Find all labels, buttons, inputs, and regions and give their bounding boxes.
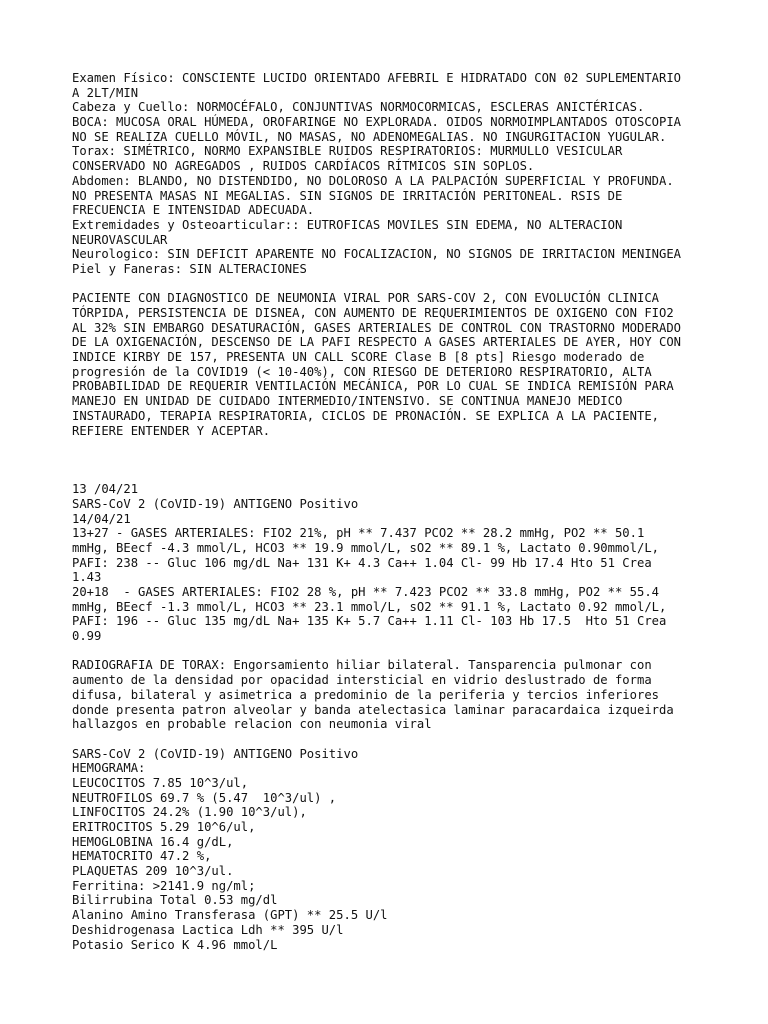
radiography-line: aumento de la densidad por opacidad intersticial en vidrio deslustrado de forma	[72, 673, 652, 688]
assessment-line: progresión de la COVID19 (< 10-40%), CON RIESGO DE DETERIORO RESPIRATORIO, ALTA	[72, 364, 652, 379]
assessment-line: REFIERE ENTENDER Y ACEPTAR.	[72, 423, 271, 438]
radiography-section	[72, 658, 732, 731]
lab-line: mmHg, BEecf -1.3 mmol/L, HCO3 ** 23.1 mmol/L, sO2 ** 91.1 %, Lactato 0.92 mmol/L,	[72, 599, 667, 614]
paragraph-spacer	[72, 732, 732, 747]
physical-exam-line: Torax: SIMÉTRICO, NORMO EXPANSIBLE RUIDOS RESPIRATORIOS: MURMULLO VESICULAR	[72, 144, 623, 159]
hemogram-line: LEUCOCITOS 7.85 10^3/ul,	[72, 775, 249, 790]
paragraph-spacer	[72, 277, 732, 292]
hemogram-line: ERITROCITOS 5.29 10^6/ul,	[72, 820, 256, 834]
assessment-line: AL 32% SIN EMBARGO DESATURACIÓN, GASES ARTERIALES DE CONTROL CON TRASTORNO MODERADO	[72, 320, 682, 335]
hemogram-line: HEMOGRAMA:	[72, 761, 146, 776]
hemogram-line: SARS-CoV 2 (CoVID-19) ANTIGENO Positivo	[72, 746, 359, 761]
lab-line: PAFI: 238 -- Gluc 106 mg/dL Na+ 131 K+ 4.3 Ca++ 1.04 Cl- 99 Hb 17.4 Hto 51 Crea	[72, 555, 652, 570]
physical-exam-line: NO PRESENTA MASAS NI MEGALIAS. SIN SIGNOS DE IRRITACIÓN PERITONEAL. RSIS DE	[72, 188, 623, 203]
assessment-line: PACIENTE CON DIAGNOSTICO DE NEUMONIA VIRAL POR SARS-COV 2, CON EVOLUCIÓN CLINICA	[72, 291, 659, 306]
radiography-line: RADIOGRAFIA DE TORAX: Engorsamiento hiliar bilateral. Tansparencia pulmonar con	[72, 658, 652, 673]
physical-exam-line: Piel y Faneras: SIN ALTERACIONES	[72, 261, 307, 276]
physical-exam-line: NEUROVASCULAR	[72, 232, 168, 247]
physical-exam-line: A 2LT/MIN	[72, 85, 139, 100]
assessment-line: INSTAURADO, TERAPIA RESPIRATORIA, CICLOS DE PRONACIÓN. SE EXPLICA A LA PACIENTE,	[72, 408, 659, 423]
clinical-note-page	[72, 71, 732, 952]
physical-exam-line: Examen Físico: CONSCIENTE LUCIDO ORIENTADO AFEBRIL E HIDRATADO CON 02 SUPLEMENTARIO	[72, 71, 682, 85]
physical-exam-section	[72, 71, 732, 277]
radiography-line: donde presenta patron alveolar y banda atelectasica laminar paracardaica izqueirda	[72, 702, 674, 717]
assessment-section	[72, 291, 732, 438]
lab-line: 13+27 - GASES ARTERIALES: FIO2 21%, pH ** 7.437 PCO2 ** 28.2 mmHg, PO2 ** 50.1	[72, 526, 645, 541]
paragraph-spacer	[72, 644, 732, 659]
hemogram-line: HEMOGLOBINA 16.4 g/dL,	[72, 834, 234, 849]
labs-section	[72, 482, 732, 644]
hemogram-line: Alanino Amino Transferasa (GPT) ** 25.5 U/l	[72, 908, 388, 923]
lab-line: PAFI: 196 -- Gluc 135 mg/dL Na+ 135 K+ 5.7 Ca++ 1.11 Cl- 103 Hb 17.5 Hto 51 Crea	[72, 614, 667, 629]
lab-line: 14/04/21	[72, 511, 131, 526]
hemogram-line: Bilirrubina Total 0.53 mg/dl	[72, 893, 278, 908]
assessment-line: INDICE KIRBY DE 157, PRESENTA UN CALL SCORE Clase B [8 pts] Riesgo moderado de	[72, 350, 645, 365]
physical-exam-line: Neurologico: SIN DEFICIT APARENTE NO FOCALIZACION, NO SIGNOS DE IRRITACION MENINGEA	[72, 247, 682, 262]
radiography-line: difusa, bilateral y asimetrica a predominio de la periferia y tercios inferiores	[72, 687, 659, 702]
hemogram-section	[72, 747, 732, 953]
physical-exam-line: Abdomen: BLANDO, NO DISTENDIDO, NO DOLOROSO A LA PALPACIÓN SUPERFICIAL Y PROFUNDA.	[72, 173, 674, 188]
hemogram-line: NEUTROFILOS 69.7 % (5.47 10^3/ul) ,	[72, 790, 337, 805]
radiography-line: hallazgos en probable relacion con neumonia viral	[72, 717, 432, 732]
hemogram-line: HEMATOCRITO 47.2 %,	[72, 849, 212, 864]
hemogram-line: Potasio Serico K 4.96 mmol/L	[72, 937, 278, 952]
lab-line: 13 /04/21	[72, 482, 139, 497]
physical-exam-line: NO SE REALIZA CUELLO MÓVIL, NO MASAS, NO ADENOMEGALIAS. NO INGURGITACION YUGULAR.	[72, 129, 667, 144]
hemogram-line: Ferritina: >2141.9 ng/ml;	[72, 878, 256, 893]
lab-line: 0.99	[72, 629, 102, 644]
physical-exam-line: FRECUENCIA E INTENSIDAD ADECUADA.	[72, 203, 315, 218]
physical-exam-line: Extremidades y Osteoarticular:: EUTROFICAS MOVILES SIN EDEMA, NO ALTERACION	[72, 217, 623, 232]
physical-exam-line: Cabeza y Cuello: NORMOCÉFALO, CONJUNTIVAS NORMOCORMICAS, ESCLERAS ANICTÉRICAS.	[72, 100, 645, 115]
paragraph-spacer	[72, 438, 732, 482]
hemogram-line: LINFOCITOS 24.2% (1.90 10^3/ul),	[72, 805, 307, 820]
hemogram-line: PLAQUETAS 209 10^3/ul.	[72, 864, 234, 879]
lab-line: 1.43	[72, 570, 102, 585]
assessment-line: DE LA OXIGENACIÓN, DESCENSO DE LA PAFI RESPECTO A GASES ARTERIALES DE AYER, HOY CON	[72, 335, 682, 350]
physical-exam-line: BOCA: MUCOSA ORAL HÚMEDA, OROFARINGE NO EXPLORADA. OIDOS NORMOIMPLANTADOS OTOSCOPIA	[72, 115, 682, 130]
lab-line: 20+18 - GASES ARTERIALES: FIO2 28 %, pH ** 7.423 PCO2 ** 33.8 mmHg, PO2 ** 55.4	[72, 585, 659, 599]
lab-line: mmHg, BEecf -4.3 mmol/L, HCO3 ** 19.9 mmol/L, sO2 ** 89.1 %, Lactato 0.90mmol/L,	[72, 540, 659, 555]
assessment-line: PROBABILIDAD DE REQUERIR VENTILACIÓN MECÁNICA, POR LO CUAL SE INDICA REMISIÓN PARA	[72, 379, 674, 394]
physical-exam-line: CONSERVADO NO AGREGADOS , RUIDOS CARDÍACOS RÍTMICOS SIN SOPLOS.	[72, 159, 535, 174]
lab-line: SARS-CoV 2 (CoVID-19) ANTIGENO Positivo	[72, 496, 359, 511]
assessment-line: MANEJO EN UNIDAD DE CUIDADO INTERMEDIO/INTENSIVO. SE CONTINUA MANEJO MEDICO	[72, 394, 623, 409]
assessment-line: TÓRPIDA, PERSISTENCIA DE DISNEA, CON AUMENTO DE REQUERIMIENTOS DE OXIGENO CON FIO2	[72, 306, 674, 320]
hemogram-line: Deshidrogenasa Lactica Ldh ** 395 U/l	[72, 922, 344, 937]
